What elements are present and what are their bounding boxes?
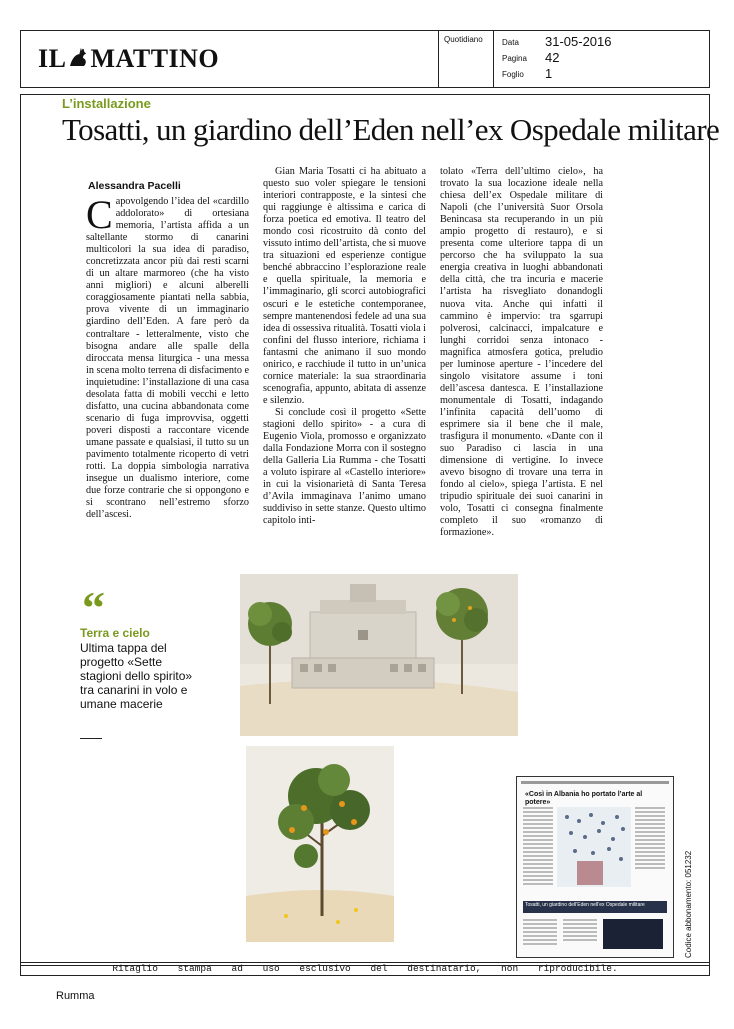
page-thumbnail	[516, 776, 674, 958]
thumbnail-layout-preview	[523, 807, 667, 957]
rooster-icon	[67, 48, 89, 70]
footer-notice: Ritaglio stampa ad uso esclusivo del destinatario, non riproducibile.	[112, 963, 618, 974]
column-2-paragraph-1: Gian Maria Tosatti ci ha abituato a questo suo voler spiegare le tensioni interiori contrapposte, e la sintesi che qui raggiunge è altissima e carica di forza poetica ed emotiva. Il teatro del mondo così ricostruito dà conto del vissuto intimo dell’artista, che si muove tra situazioni ed esperienze contigue benché abbraccino l’esplorazione reale e quella spirituale, la memoria e l’immaginario, gli scorci autobiografici oscuri e le estetiche contemporanee, sempre mantenendosi fedele ad una sua idea di ossessiva ritualità. Tosatti viola i confini del flusso interiore, richiama i fantasmi che animano il suo mondo onirico, e racchiude il tutto in un’unica cornice materiale: la sua straordinaria scenografia, appunto, abitata di assenze e silenzio.	[263, 166, 426, 406]
pullquote-rule	[80, 738, 102, 739]
installation-photo-tree	[246, 746, 394, 942]
subscription-code: Codice abbonamento: 051232	[684, 850, 693, 958]
logo-text-left: IL	[38, 44, 67, 73]
newspaper-logo	[38, 44, 219, 74]
type-label: Quotidiano	[444, 35, 483, 44]
article-author: Alessandra Pacelli	[88, 180, 181, 192]
article-column-1	[86, 192, 249, 521]
thumbnail-headline: «Così in Albania ho portato l’arte al potere»	[525, 791, 643, 806]
thumbnail-bottom-headline: Tosatti, un giardino dell’Eden nell’ex Ospedale militare	[525, 902, 645, 908]
date-value: 31-05-2016	[545, 34, 612, 49]
pullquote-title: Terra e cielo	[80, 626, 150, 640]
sheet-value: 1	[545, 66, 553, 81]
column-2-paragraph-2: Si conclude così il progetto «Sette stagioni dello spirito» - a cura di Eugenio Viola, promosso e organizzato dalla Fondazione Morra con il sostegno della Galleria Lia Rumma - che Tosatti a voluto ispirare al «Castello interiore» in cui la visionarietà di Santa Teresa d’Avila immaginava l’animo umano suddiviso in sette stanze. Questo ultimo capitolo inti-	[263, 406, 426, 527]
article-column-3	[440, 166, 603, 539]
article-column-2	[263, 166, 426, 527]
column-1-text: apovolgendo l’idea del «cardillo addolorato» di ortesiana memoria, l’artista affida a un saltellante stormo di canarini multicolori la sua idea di paradiso, concretizzata ancor più dai resti scarni di un altare marmoreo (che ha visto anni migliori) e alcuni alberelli coraggiosamente piantati nella sabbia, prova vivente di un immaginario giardino dell’Eden. A fare però da contraltare - letteralmente, visto che bisogna andare alle spalle della diroccata mensa liturgica - una messa in scena molto terrena di disfacimento e inquietudine: l’installazione di una casa desolata fatta di mobili vecchi e letto disfatto, una cucina abbandonata come scenario di fuga improvvisa, oggetti poveri disposti a raccontare vicende umane passate e qualsiasi, il tutto su un pavimento totalmente ricoperto di vetri rotti. La doppia simbologia narrativa insegue un dualismo interiore, come due forze contrarie che si oppongono e si scontrano nell’estremo sforzo dell’ascesi.	[86, 196, 249, 521]
client-name: Rumma	[56, 990, 95, 1002]
header-divider	[438, 31, 439, 87]
pullquote-body: Ultima tappa del progetto «Sette stagioni dello spirito» tra canarini in volo e umane macerie	[80, 641, 193, 711]
thumbnail-header-bar	[521, 781, 669, 784]
column-3-text: tolato «Terra dell’ultimo cielo», ha trovato la sua locazione ideale nella chiesa dell’ex Ospedale militare di Napoli (che l’università Suor Orsola Benincasa sta recuperando in un più ampio progetto di restauro), e si presenta come ulteriore tappa di un percorso che ha sviluppato la sua energia creativa in luoghi abbandonati della città, che tra incuria e macerie l’artista ha risvegliato donandogli nuova vita. Anche qui infatti il cammino è impervio: tra sgarrupi polverosi, calcinacci, impalcature e lunghi corridoi senza intonaco - magnifica atmosfera gotica, preludio per luminose aperture - l’incedere del singolo visitatore assume i toni dell’ascesa dantesca. E l’installazione monumentale di Tosatti, indagando l’infinita capacità dell’uomo di esprimere sia il bene che il male, trasfigura il monumento. «Dante con il suo Paradiso ci lascia in una dimensione di vertigine. Io invece avevo bisogno di trovare una terra in fondo al cielo», spiega l’artista. E nel tripudio spirituale dei suoi canarini in volo, Tosatti ci consegna finalmente completo il suo «romanzo di formazione».	[440, 166, 603, 539]
section-label: L’installazione	[62, 96, 151, 111]
installation-photo-altar	[240, 574, 518, 736]
page-value: 42	[545, 50, 560, 65]
page-label: Pagina	[502, 54, 527, 63]
logo-text-right: MATTINO	[90, 44, 220, 73]
sheet-label: Foglio	[502, 70, 524, 79]
date-label: Data	[502, 38, 519, 47]
quote-icon: “	[82, 582, 105, 633]
header-divider	[493, 31, 494, 87]
drop-cap: C	[86, 192, 113, 237]
article-title: Tosatti, un giardino dell’Eden nell’ex Ospedale militare	[62, 112, 720, 147]
